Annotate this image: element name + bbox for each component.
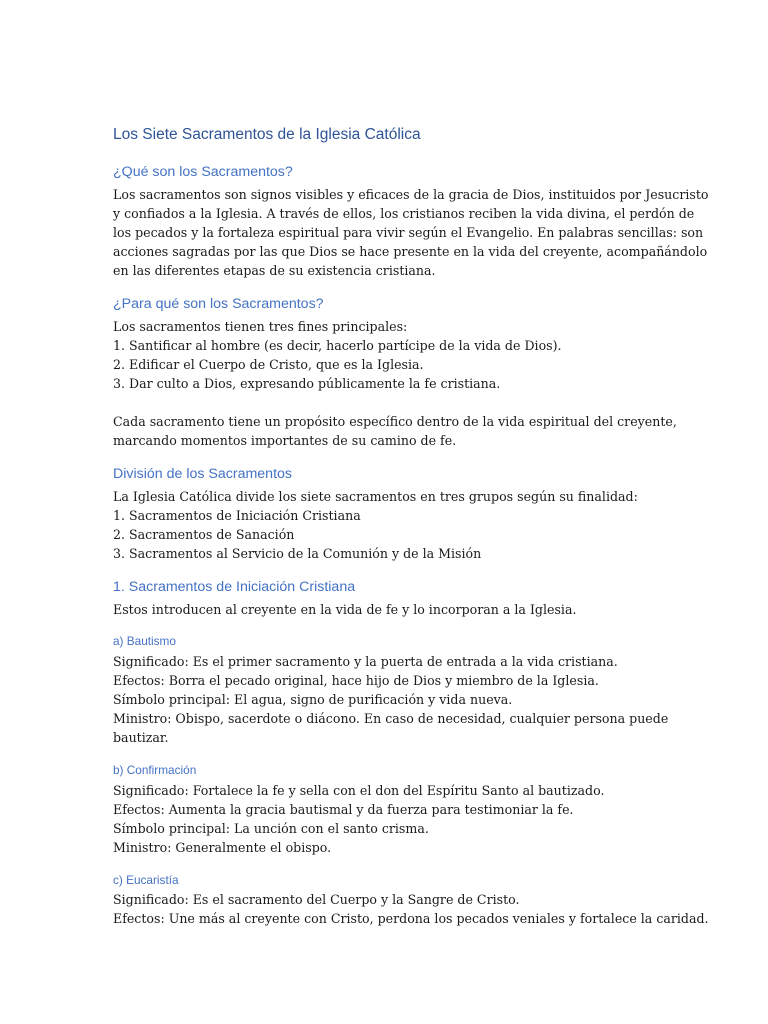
paragraph-line: Los sacramentos son signos visibles y eficaces de la gracia de Dios, instituidos por Jesucristo — [113, 187, 709, 202]
paragraph-line: Cada sacramento tiene un propósito específico dentro de la vida espiritual del creyente, — [113, 414, 677, 429]
paragraph-line: bautizar. — [113, 730, 169, 745]
list-item: 2. Sacramentos de Sanación — [113, 527, 295, 542]
list-item: 3. Sacramentos al Servicio de la Comunión y de la Misión — [113, 546, 482, 561]
paragraph-line: en las diferentes etapas de su existencia cristiana. — [113, 263, 436, 278]
section-heading-division: División de los Sacramentos — [113, 466, 292, 482]
paragraph-line: Símbolo principal: La unción con el santo crisma. — [113, 821, 429, 836]
section-heading-iniciacion: 1. Sacramentos de Iniciación Cristiana — [113, 579, 356, 595]
paragraph-line: los pecados y la fortaleza espiritual para vivir según el Evangelio. En palabras sencillas: son — [113, 225, 704, 240]
paragraph-line: Los sacramentos tienen tres fines principales: — [113, 319, 408, 334]
paragraph-line: acciones sagradas por las que Dios se hace presente en la vida del creyente, acompañándolo — [113, 244, 708, 259]
list-item: 3. Dar culto a Dios, expresando públicamente la fe cristiana. — [113, 376, 501, 391]
subsection-heading-confirmacion: b) Confirmación — [113, 763, 197, 777]
paragraph-line: Ministro: Obispo, sacerdote o diácono. En caso de necesidad, cualquier persona puede — [113, 711, 669, 726]
paragraph-line: Símbolo principal: El agua, signo de purificación y vida nueva. — [113, 692, 513, 707]
paragraph-line: marcando momentos importantes de su camino de fe. — [113, 433, 457, 448]
subsection-heading-bautismo: a) Bautismo — [113, 634, 176, 648]
paragraph-line: Efectos: Aumenta la gracia bautismal y da fuerza para testimoniar la fe. — [113, 802, 574, 817]
list-item: 2. Edificar el Cuerpo de Cristo, que es la Iglesia. — [113, 357, 424, 372]
paragraph-line: La Iglesia Católica divide los siete sacramentos en tres grupos según su finalidad: — [113, 489, 638, 504]
paragraph-line: Estos introducen al creyente en la vida de fe y lo incorporan a la Iglesia. — [113, 602, 577, 617]
paragraph-line: Efectos: Une más al creyente con Cristo, perdona los pecados veniales y fortalece la caridad. — [113, 911, 709, 926]
paragraph-line: y confiados a la Iglesia. A través de ellos, los cristianos reciben la vida divina, el perdón de — [113, 206, 695, 221]
paragraph-line: Ministro: Generalmente el obispo. — [113, 840, 332, 855]
paragraph-line: Significado: Es el sacramento del Cuerpo y la Sangre de Cristo. — [113, 892, 520, 907]
document-title: Los Siete Sacramentos de la Iglesia Católica — [113, 126, 421, 143]
section-heading-para-que: ¿Para qué son los Sacramentos? — [113, 296, 324, 312]
subsection-heading-eucaristia: c) Eucaristía — [113, 873, 179, 887]
paragraph-line: Significado: Fortalece la fe y sella con el don del Espíritu Santo al bautizado. — [113, 783, 605, 798]
paragraph-line: Efectos: Borra el pecado original, hace hijo de Dios y miembro de la Iglesia. — [113, 673, 599, 688]
list-item: 1. Santificar al hombre (es decir, hacerlo partícipe de la vida de Dios). — [113, 338, 562, 353]
list-item: 1. Sacramentos de Iniciación Cristiana — [113, 508, 361, 523]
section-heading-que-son: ¿Qué son los Sacramentos? — [113, 164, 293, 180]
paragraph-line: Significado: Es el primer sacramento y la puerta de entrada a la vida cristiana. — [113, 654, 618, 669]
